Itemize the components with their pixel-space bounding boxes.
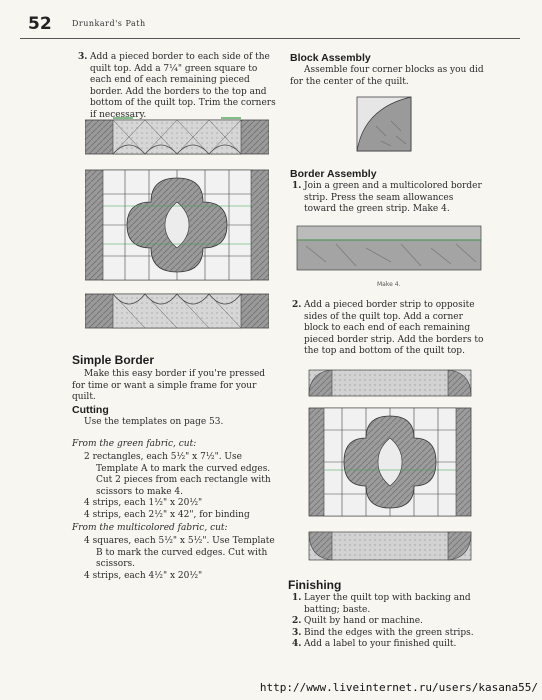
cutting-heading: Cutting (72, 404, 109, 416)
border-step-2 (292, 300, 488, 358)
green-item: 4 strips, each 1½" x 20½" (84, 498, 203, 509)
step-number: 2. (292, 300, 302, 310)
finishing-step (292, 628, 488, 640)
multi-item: 4 squares, each 5½" x 5½". Use Template B to mark the curved edges. Cut with scissors. (84, 536, 275, 570)
step-3 (78, 52, 276, 122)
top-border-strip (309, 370, 471, 396)
finishing-step (292, 639, 488, 651)
finishing-steps (292, 593, 488, 651)
border-strip-diagram (296, 222, 482, 272)
border-assembly-heading: Border Assembly (290, 168, 377, 180)
simple-border-heading: Simple Border (72, 353, 155, 367)
step-number: 3. (78, 52, 88, 62)
simple-border-text: Make this easy border if you're pressed for time or want a simple frame for your quilt. (72, 369, 266, 403)
finishing-step (292, 616, 488, 628)
green-item: 2 rectangles, each 5½" x 7½". Use Template A to mark the curved edges. Cut 2 pieces from each rectangle with scissors to make 4. (84, 452, 271, 497)
bottom-border-strip (85, 294, 269, 328)
watermark-url[interactable]: http://www.liveinternet.ru/users/kasana55/ (259, 681, 538, 694)
step-number: 3. (292, 627, 302, 638)
block-assembly-heading: Block Assembly (290, 52, 371, 64)
cutting-text: Use the templates on page 53. (84, 417, 224, 427)
green-item: 4 strips, each 2½" x 42", for binding (84, 509, 250, 520)
corner-block-diagram (356, 96, 412, 152)
running-title: Drunkard's Path (72, 19, 146, 28)
page-number: 52 (28, 14, 52, 34)
bottom-border-strip (309, 532, 471, 560)
border-step-1 (292, 181, 488, 216)
green-fabric-list (84, 452, 276, 522)
multi-fabric-label: From the multicolored fabric, cut: (72, 523, 228, 533)
quilt-center (85, 170, 269, 280)
step-number: 1. (292, 593, 302, 603)
step-text: Quilt by hand or machine. (304, 616, 423, 627)
block-assembly-text: Assemble four corner blocks as you did for the center of the quilt. (290, 65, 484, 87)
step-text: Layer the quilt top with backing and batting; baste. (304, 593, 471, 615)
step-text: Add a pieced border to each side of the quilt top. Add a 7¼" green square to each end of each remaining pieced border. Add the borders to the top and bottom of the quilt top. Trim the corners if necessary. (90, 52, 276, 120)
quilt-center (309, 408, 471, 516)
step-number: 1. (292, 181, 302, 191)
green-fabric-label: From the green fabric, cut: (72, 439, 197, 449)
step-text: Add a label to your finished quilt. (304, 639, 457, 650)
finishing-heading: Finishing (288, 578, 342, 592)
finishing-step (292, 593, 488, 616)
top-border-strip (85, 118, 269, 154)
step-number: 4. (292, 639, 302, 650)
multi-item: 4 strips, each 4½" x 20½" (84, 570, 203, 581)
step-text: Join a green and a multicolored border strip. Press the seam allowances toward the green strip. Make 4. (304, 181, 482, 215)
make-4-caption: Make 4. (377, 281, 401, 288)
step-number: 2. (292, 616, 302, 627)
finished-quilt-diagram (308, 368, 472, 564)
step-text: Add a pieced border strip to opposite sides of the quilt top. Add a corner block to each end of each remaining pieced border strip. Add the borders to the top and bottom of the quilt top. (304, 300, 484, 357)
step-text: Bind the edges with the green strips. (304, 627, 474, 638)
quilt-assembly-diagram (85, 116, 269, 332)
header-rule (20, 38, 520, 39)
multi-fabric-list (84, 536, 276, 582)
